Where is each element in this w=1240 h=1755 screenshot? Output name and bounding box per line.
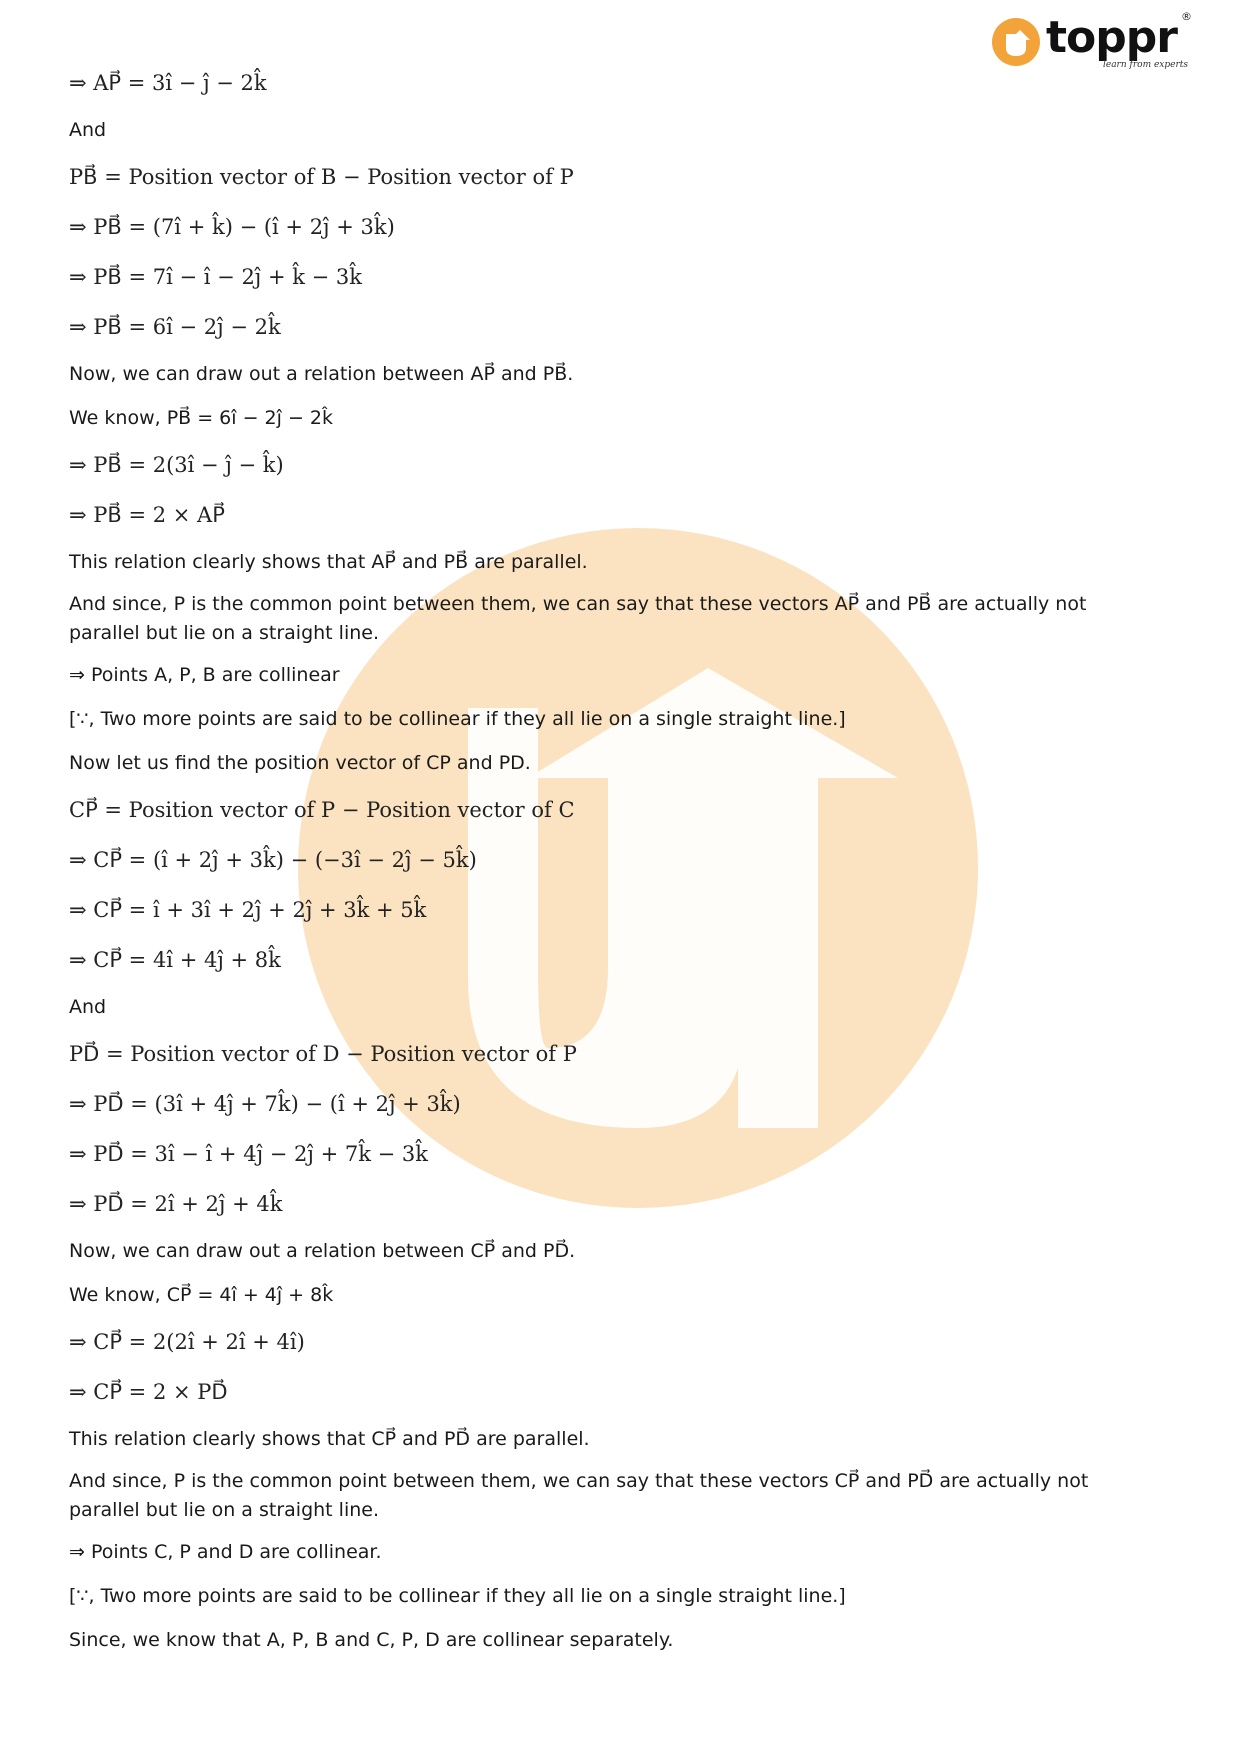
equation-line: ⇒ PB⃗ = 7î − î − 2ĵ + k̂ − 3k̂ xyxy=(69,265,363,289)
equation-line: ⇒ PB⃗ = (7î + k̂) − (î + 2ĵ + 3k̂) xyxy=(69,215,395,239)
equation-line: PB⃗ = Position vector of B − Position vector of P xyxy=(69,165,574,189)
equation-line: ⇒ PB⃗ = 2 × AP⃗ xyxy=(69,503,225,527)
equation-line: ⇒ CP⃗ = 4î + 4ĵ + 8k̂ xyxy=(69,948,281,972)
registered-mark: ® xyxy=(1181,10,1192,23)
text-line: ⇒ Points A, P, B are collinear xyxy=(69,664,340,686)
equation-line: ⇒ CP⃗ = 2(2î + 2î + 4î) xyxy=(69,1330,305,1354)
equation-line: ⇒ PD⃗ = 3î − î + 4ĵ − 2ĵ + 7k̂ − 3k̂ xyxy=(69,1142,428,1166)
paragraph: And since, P is the common point between them, we can say that these vectors AP⃗ and PB⃗ are actually not parallel but lie on a straight line. xyxy=(69,593,1087,644)
paragraph: And since, P is the common point between them, we can say that these vectors CP⃗ and PD⃗ are actually not parallel but lie on a straight line. xyxy=(69,1470,1089,1521)
text-line: This relation clearly shows that AP⃗ and PB⃗ are parallel. xyxy=(69,551,588,573)
text-line: [∵, Two more points are said to be collinear if they all lie on a single straight line.] xyxy=(69,1585,846,1607)
text-line: Now, we can draw out a relation between CP⃗ and PD⃗. xyxy=(69,1240,576,1262)
equation-line: ⇒ CP⃗ = 2 × PD⃗ xyxy=(69,1380,228,1404)
equation-line: ⇒ CP⃗ = î + 3î + 2ĵ + 2ĵ + 3k̂ + 5k̂ xyxy=(69,898,427,922)
text-line: We know, PB⃗ = 6î − 2ĵ − 2k̂ xyxy=(69,407,334,429)
text-line: We know, CP⃗ = 4î + 4ĵ + 8k̂ xyxy=(69,1284,334,1306)
equation-line: ⇒ PB⃗ = 6î − 2ĵ − 2k̂ xyxy=(69,315,281,339)
text-line: [∵, Two more points are said to be collinear if they all lie on a single straight line.] xyxy=(69,708,846,730)
solution-body xyxy=(69,58,1149,1662)
equation-line: ⇒ CP⃗ = (î + 2ĵ + 3k̂) − (−3î − 2ĵ − 5k̂) xyxy=(69,848,477,872)
text-line: Now, we can draw out a relation between AP⃗ and PB⃗. xyxy=(69,363,574,385)
text-line: And xyxy=(69,996,107,1018)
equation-line: PD⃗ = Position vector of D − Position vector of P xyxy=(69,1042,577,1066)
text-line: ⇒ Points C, P and D are collinear. xyxy=(69,1541,382,1563)
equation-line: ⇒ PD⃗ = 2î + 2ĵ + 4k̂ xyxy=(69,1192,283,1216)
logo-wordmark: toppr xyxy=(1046,12,1177,63)
equation-line: CP⃗ = Position vector of P − Position vector of C xyxy=(69,798,575,822)
text-line: Now let us find the position vector of CP and PD. xyxy=(69,752,531,774)
text-line: This relation clearly shows that CP⃗ and PD⃗ are parallel. xyxy=(69,1428,590,1450)
equation-line: ⇒ AP⃗ = 3î − ĵ − 2k̂ xyxy=(69,71,267,95)
text-line: And xyxy=(69,119,107,141)
text-line: Since, we know that A, P, B and C, P, D are collinear separately. xyxy=(69,1629,674,1651)
logo-tagline: learn from experts xyxy=(1102,60,1188,70)
equation-line: ⇒ PB⃗ = 2(3î − ĵ − k̂) xyxy=(69,453,284,477)
equation-line: ⇒ PD⃗ = (3î + 4ĵ + 7k̂) − (î + 2ĵ + 3k̂) xyxy=(69,1092,461,1116)
